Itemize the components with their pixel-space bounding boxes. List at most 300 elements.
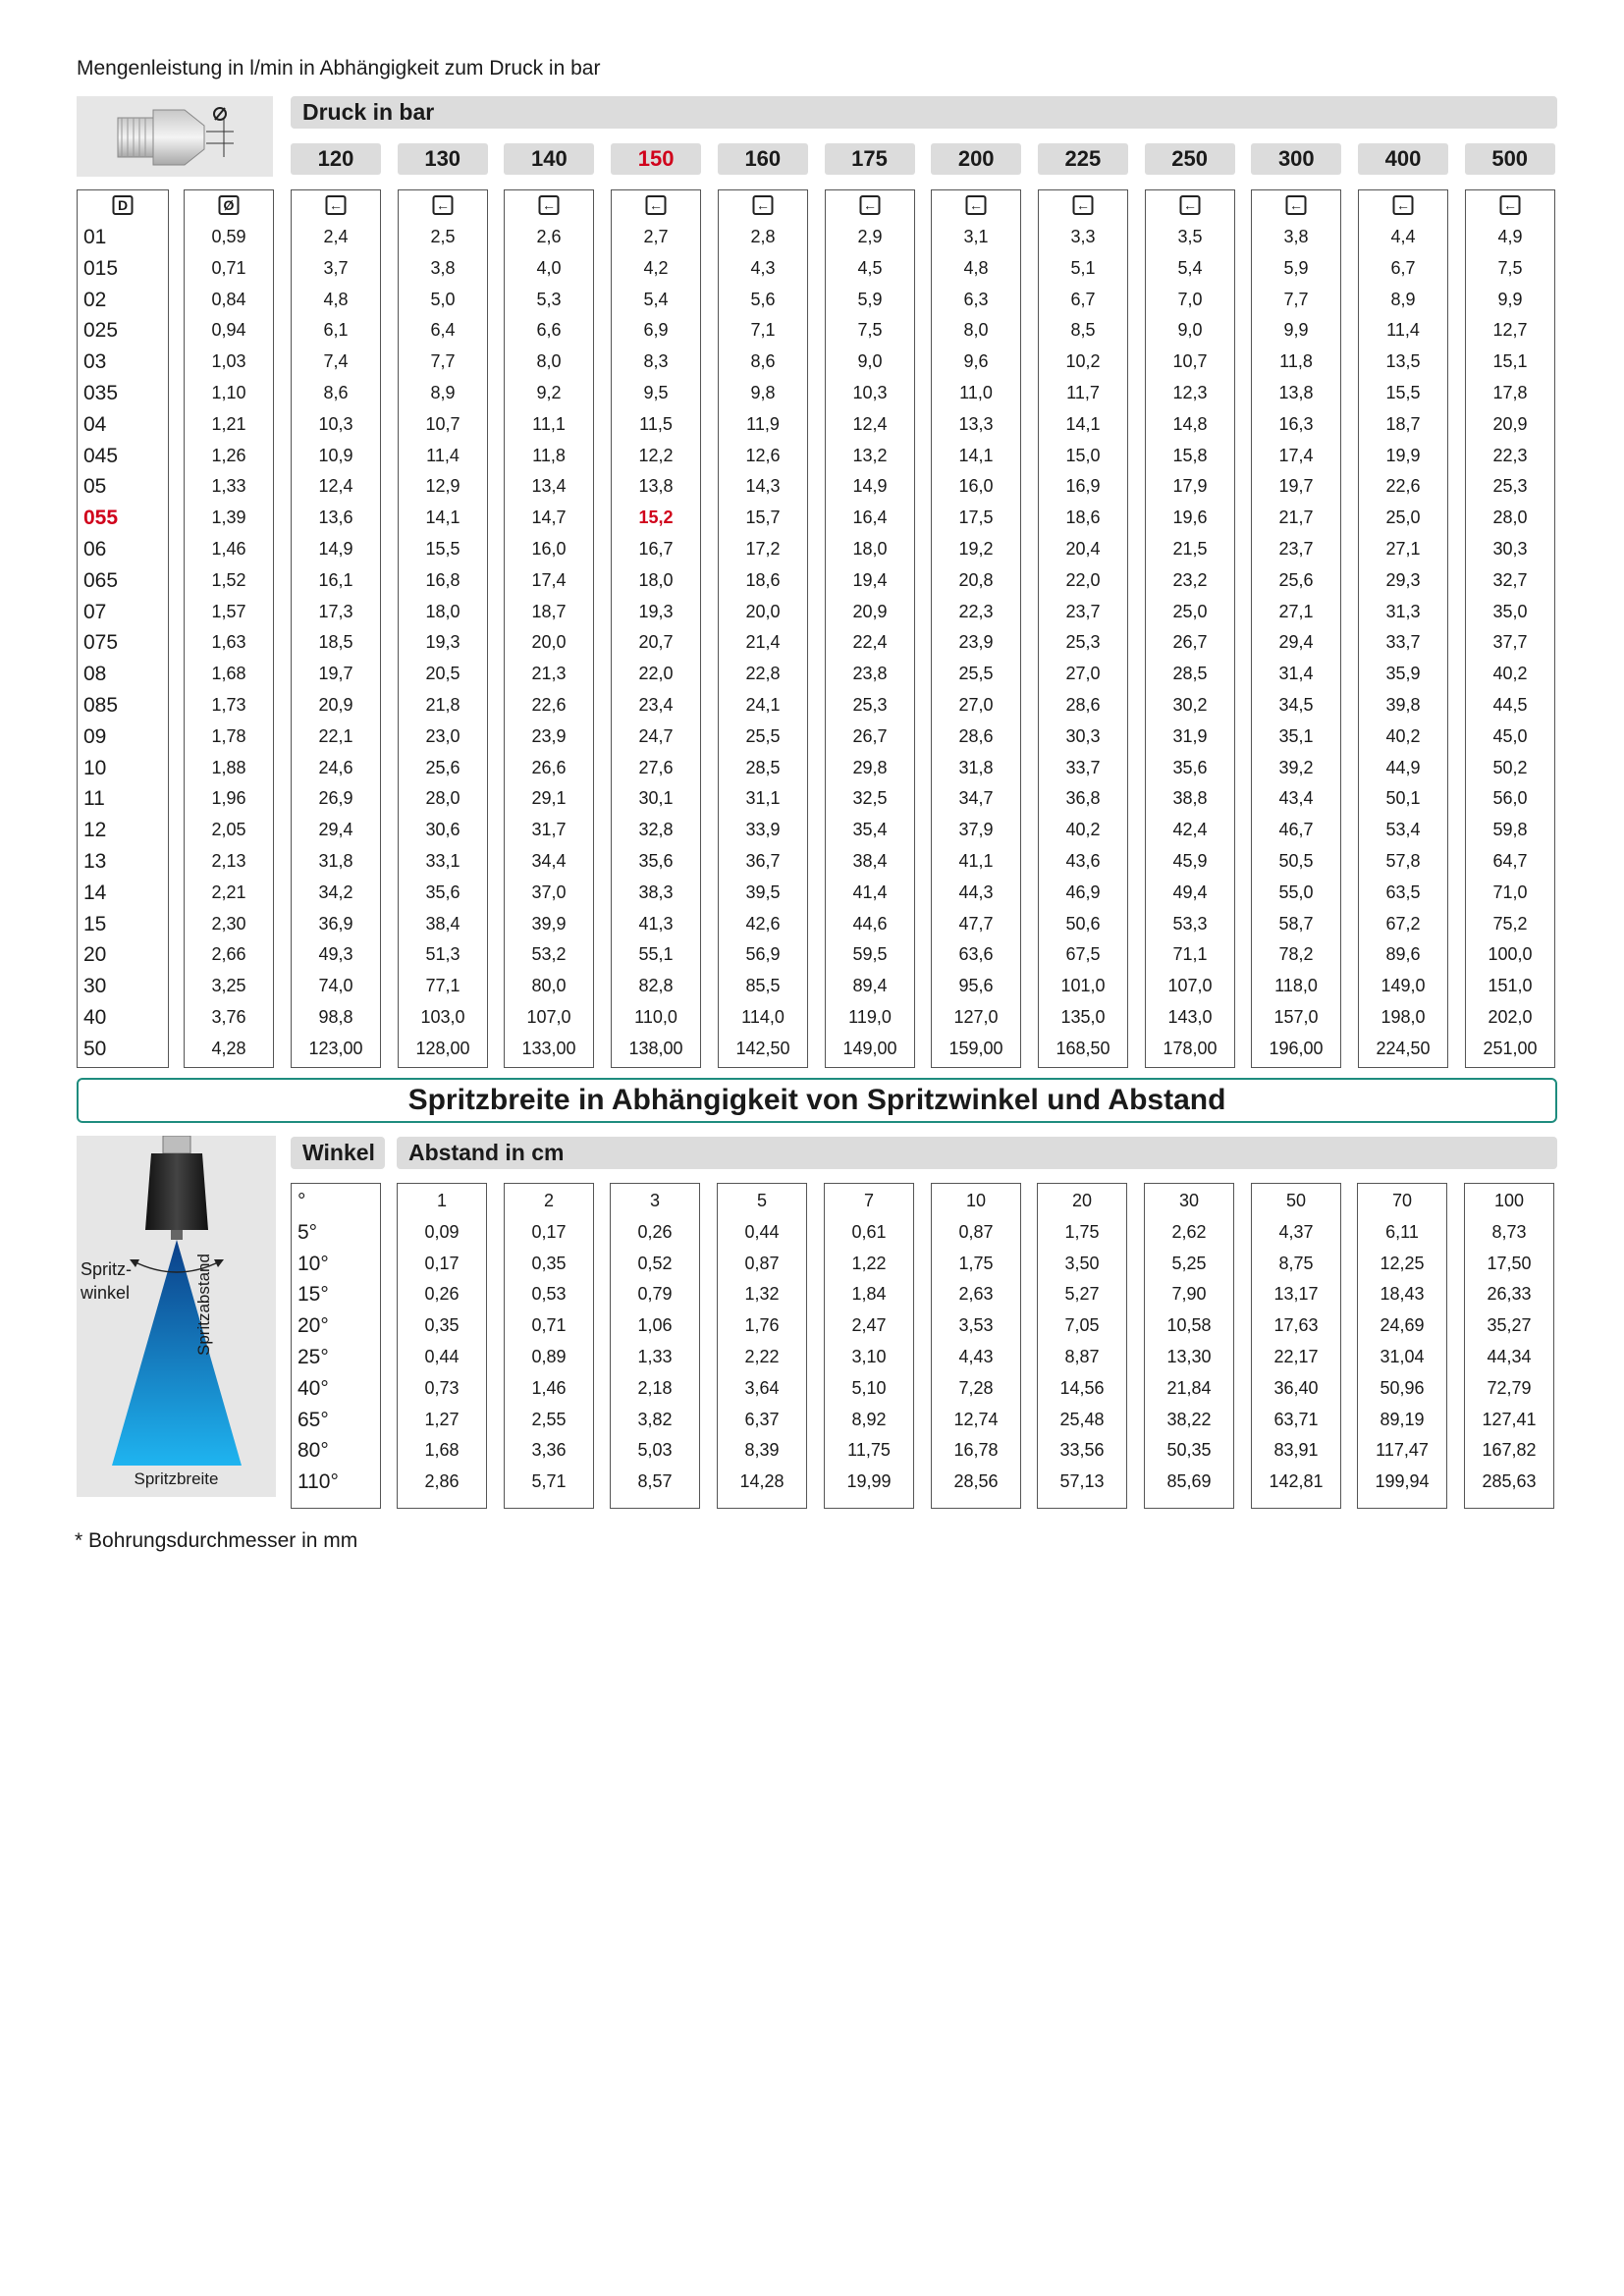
flow-cell: 57,8 [1385, 851, 1421, 871]
size-cell: 11 [83, 787, 105, 811]
diameter-cell: 2,21 [211, 881, 246, 902]
flow-cell: 15,5 [1385, 383, 1421, 402]
spray-diagram [77, 1136, 276, 1497]
width-cell: 2,47 [851, 1315, 887, 1336]
flow-cell: 21,3 [531, 664, 567, 684]
diameter-cell: 2,66 [211, 944, 246, 965]
flow-cell: 10,9 [318, 445, 353, 465]
flow-cell: 12,4 [852, 413, 888, 434]
flow-cell: 4,8 [323, 289, 349, 309]
width-cell: 1,68 [424, 1440, 460, 1461]
flow-cell: 22,3 [1492, 445, 1528, 465]
flow-cell: 10,7 [425, 413, 460, 434]
flow-cell: 23,9 [958, 632, 994, 653]
flow-cell: 3,8 [430, 257, 456, 278]
flow-cell: 67,5 [1065, 944, 1101, 965]
flow-cell: 135,0 [1060, 1007, 1106, 1027]
width-cell: 127,41 [1482, 1409, 1537, 1429]
flow-cell: 20,8 [958, 569, 994, 590]
width-cell: 50,35 [1166, 1440, 1212, 1461]
footnote: * Bohrungsdurchmesser in mm [75, 1529, 358, 1552]
flow-cell: 4,4 [1390, 227, 1416, 246]
width-cell: 0,35 [424, 1315, 460, 1336]
flow-cell: 25,3 [1492, 476, 1528, 497]
flow-cell: 18,0 [425, 601, 460, 621]
flow-cell: 18,6 [1065, 507, 1101, 528]
flow-column [1465, 189, 1555, 1068]
width-cell: 10,58 [1166, 1315, 1212, 1336]
flow-cell: 20,9 [318, 695, 353, 715]
flow-cell: 26,6 [531, 757, 567, 777]
flow-cell: 50,6 [1065, 913, 1101, 934]
flow-cell: 41,4 [852, 881, 888, 902]
flow-column [718, 189, 808, 1068]
flow-cell: 19,3 [425, 632, 460, 653]
width-cell: 199,94 [1375, 1471, 1430, 1492]
flow-cell: 59,8 [1492, 820, 1528, 840]
width-cell: 3,64 [744, 1377, 780, 1398]
page-caption: Mengenleistung in l/min in Abhängigkeit zum Druck in bar [77, 57, 601, 80]
flow-cell: 202,0 [1488, 1007, 1533, 1027]
flow-cell: 26,9 [318, 788, 353, 809]
flow-cell: 9,0 [1177, 320, 1203, 341]
flow-cell: 3,3 [1070, 227, 1096, 246]
width-cell: 3,10 [851, 1347, 887, 1366]
flow-cell: 100,0 [1488, 944, 1533, 965]
flow-cell: 38,8 [1172, 788, 1208, 809]
width-cell: 0,87 [744, 1253, 780, 1273]
flow-cell: 2,9 [857, 227, 883, 246]
width-cell: 22,17 [1273, 1347, 1319, 1366]
flow-cell: 157,0 [1273, 1007, 1319, 1027]
width-cell: 36,40 [1273, 1377, 1319, 1398]
flow-symbol-icon: ← [326, 195, 347, 215]
flow-cell: 30,1 [638, 788, 674, 809]
flow-cell: 196,00 [1269, 1038, 1324, 1058]
width-column [717, 1183, 807, 1509]
flow-cell: 13,8 [638, 476, 674, 497]
flow-cell: 22,1 [318, 725, 353, 746]
pressure-header: 400 [1358, 143, 1448, 175]
flow-cell: 8,9 [1390, 289, 1416, 309]
flow-cell: 6,9 [643, 320, 669, 341]
flow-cell: 17,9 [1172, 476, 1208, 497]
flow-cell: 11,1 [532, 413, 566, 434]
flow-cell: 23,7 [1065, 601, 1101, 621]
flow-cell: 12,7 [1492, 320, 1528, 341]
flow-cell: 4,3 [750, 257, 776, 278]
width-cell: 1,27 [424, 1409, 460, 1429]
flow-cell: 27,1 [1385, 539, 1421, 559]
flow-cell: 138,00 [628, 1038, 683, 1058]
flow-symbol-icon: ← [1073, 195, 1094, 215]
flow-cell: 2,6 [536, 227, 562, 246]
flow-cell: 18,7 [531, 601, 567, 621]
flow-cell: 7,7 [430, 351, 456, 372]
flow-cell: 28,6 [1065, 695, 1101, 715]
width-cell: 0,61 [851, 1221, 887, 1242]
flow-cell: 59,5 [852, 944, 888, 965]
flow-cell: 3,5 [1177, 227, 1203, 246]
width-cell: 12,25 [1380, 1253, 1425, 1273]
flow-cell: 19,9 [1385, 445, 1421, 465]
flow-cell: 30,6 [425, 820, 460, 840]
flow-cell: 25,5 [745, 725, 781, 746]
flow-cell: 33,9 [745, 820, 781, 840]
diameter-cell: 3,76 [211, 1007, 246, 1027]
width-cell: 6,11 [1385, 1221, 1419, 1242]
flow-cell: 46,9 [1065, 881, 1101, 902]
flow-cell: 43,6 [1065, 851, 1101, 871]
flow-cell: 35,4 [852, 820, 888, 840]
flow-cell: 18,0 [852, 539, 888, 559]
size-column [77, 189, 169, 1068]
width-cell: 5,25 [1171, 1253, 1207, 1273]
flow-cell: 151,0 [1488, 976, 1533, 996]
pressure-header: 120 [291, 143, 381, 175]
flow-cell: 89,6 [1385, 944, 1421, 965]
flow-cell: 85,5 [745, 976, 781, 996]
flow-cell: 23,4 [638, 695, 674, 715]
flow-cell: 168,50 [1056, 1038, 1110, 1058]
width-cell: 4,37 [1278, 1221, 1314, 1242]
flow-cell: 41,3 [638, 913, 674, 934]
flow-cell: 11,8 [1279, 351, 1313, 372]
width-cell: 1,84 [851, 1284, 887, 1305]
flow-cell: 45,0 [1492, 725, 1528, 746]
diameter-cell: 1,57 [211, 601, 246, 621]
flow-cell: 2,7 [643, 227, 669, 246]
flow-cell: 22,8 [745, 664, 781, 684]
flow-cell: 107,0 [526, 1007, 571, 1027]
flow-cell: 64,7 [1492, 851, 1528, 871]
flow-cell: 13,4 [531, 476, 567, 497]
pressure-header: 140 [504, 143, 594, 175]
flow-cell: 41,1 [958, 851, 994, 871]
size-cell: 015 [83, 256, 119, 280]
flow-cell: 9,2 [536, 383, 562, 402]
flow-cell: 4,9 [1497, 227, 1523, 246]
pressure-header: 150 [611, 143, 701, 175]
flow-cell: 14,8 [1172, 413, 1208, 434]
flow-cell: 19,7 [1278, 476, 1314, 497]
flow-cell: 3,1 [963, 227, 989, 246]
flow-cell: 6,4 [430, 320, 456, 341]
width-cell: 14,28 [739, 1471, 785, 1492]
flow-cell: 34,2 [318, 881, 353, 902]
distance-header: 10 [965, 1191, 987, 1210]
flow-cell: 40,2 [1385, 725, 1421, 746]
width-cell: 17,63 [1273, 1315, 1319, 1336]
width-cell: 50,96 [1380, 1377, 1425, 1398]
size-cell: 03 [83, 350, 107, 374]
flow-cell: 77,1 [425, 976, 460, 996]
width-column [931, 1183, 1021, 1509]
width-cell: 19,99 [846, 1471, 892, 1492]
flow-cell: 5,4 [643, 289, 669, 309]
width-cell: 8,92 [851, 1409, 887, 1429]
width-cell: 0,71 [531, 1315, 567, 1336]
diameter-cell: 1,46 [211, 539, 246, 559]
distance-header: 100 [1493, 1191, 1525, 1210]
diameter-cell: 1,39 [211, 507, 246, 528]
flow-cell: 14,9 [852, 476, 888, 497]
width-column [824, 1183, 914, 1509]
flow-cell: 143,0 [1167, 1007, 1213, 1027]
flow-cell: 4,8 [963, 257, 989, 278]
width-column [1144, 1183, 1234, 1509]
diameter-cell: 1,33 [211, 476, 246, 497]
size-cell: 50 [83, 1037, 107, 1060]
width-column [1357, 1183, 1447, 1509]
width-cell: 1,32 [744, 1284, 780, 1305]
flow-cell: 127,0 [953, 1007, 999, 1027]
width-cell: 13,30 [1166, 1347, 1212, 1366]
flow-cell: 8,6 [323, 383, 349, 402]
width-cell: 2,22 [744, 1347, 780, 1366]
flow-column [825, 189, 915, 1068]
width-cell: 2,86 [424, 1471, 460, 1492]
size-cell: 045 [83, 444, 119, 467]
flow-cell: 13,2 [852, 445, 888, 465]
flow-cell: 16,0 [531, 539, 567, 559]
distance-label: Abstand in cm [408, 1140, 565, 1165]
angle-label: Winkel [302, 1140, 375, 1165]
flow-cell: 13,8 [1278, 383, 1314, 402]
flow-cell: 43,4 [1278, 788, 1314, 809]
size-cell: 075 [83, 631, 119, 655]
width-cell: 0,35 [531, 1253, 567, 1273]
diameter-cell: 1,10 [211, 383, 246, 402]
flow-symbol-icon: ← [1286, 195, 1307, 215]
flow-column [1038, 189, 1128, 1068]
size-cell: 06 [83, 538, 107, 561]
flow-cell: 13,3 [958, 413, 994, 434]
width-cell: 18,43 [1380, 1284, 1425, 1305]
spray-distance-label: Spritzabstand [194, 1254, 213, 1356]
flow-cell: 29,8 [852, 757, 888, 777]
flow-cell: 56,0 [1492, 788, 1528, 809]
diameter-cell: 2,05 [211, 820, 246, 840]
width-cell: 0,79 [637, 1284, 673, 1305]
flow-cell: 17,2 [745, 539, 781, 559]
size-symbol-icon: D [113, 195, 134, 215]
flow-cell: 19,3 [638, 601, 674, 621]
flow-symbol-icon: ← [646, 195, 667, 215]
flow-cell: 35,6 [1172, 757, 1208, 777]
width-cell: 117,47 [1376, 1440, 1429, 1461]
diameter-cell: 0,71 [211, 257, 246, 278]
width-cell: 31,04 [1380, 1347, 1425, 1366]
angle-cell: 80° [298, 1439, 329, 1463]
flow-cell: 20,0 [745, 601, 781, 621]
width-cell: 5,71 [531, 1471, 567, 1492]
flow-symbol-icon: ← [966, 195, 987, 215]
flow-cell: 13,6 [318, 507, 353, 528]
size-cell: 09 [83, 724, 107, 748]
flow-cell: 12,2 [638, 445, 674, 465]
flow-symbol-icon: ← [539, 195, 560, 215]
flow-cell: 31,7 [531, 820, 567, 840]
distance-header: 5 [756, 1191, 767, 1210]
width-cell: 8,87 [1064, 1347, 1100, 1366]
flow-cell: 9,0 [857, 351, 883, 372]
flow-cell: 4,0 [536, 257, 562, 278]
size-cell: 30 [83, 975, 107, 998]
width-column [610, 1183, 700, 1509]
width-cell: 1,22 [851, 1253, 887, 1273]
flow-cell: 24,7 [638, 725, 674, 746]
flow-cell: 25,0 [1172, 601, 1208, 621]
flow-cell: 25,0 [1385, 507, 1421, 528]
flow-cell: 25,5 [958, 664, 994, 684]
flow-cell: 44,6 [852, 913, 888, 934]
width-cell: 0,89 [531, 1347, 567, 1366]
flow-cell: 50,5 [1278, 851, 1314, 871]
flow-cell: 34,7 [958, 788, 994, 809]
flow-cell: 50,1 [1385, 788, 1421, 809]
flow-column [398, 189, 488, 1068]
flow-cell: 20,5 [425, 664, 460, 684]
flow-cell: 149,0 [1380, 976, 1426, 996]
flow-cell: 16,0 [958, 476, 994, 497]
flow-symbol-icon: ← [1180, 195, 1201, 215]
flow-cell: 39,5 [745, 881, 781, 902]
flow-cell: 8,0 [536, 351, 562, 372]
diameter-cell: 1,03 [211, 351, 246, 372]
flow-cell: 31,8 [318, 851, 353, 871]
flow-cell: 55,1 [638, 944, 674, 965]
flow-cell: 14,1 [425, 507, 460, 528]
pressure-header: 200 [931, 143, 1021, 175]
flow-cell: 22,0 [638, 664, 674, 684]
width-cell: 11,75 [847, 1440, 891, 1461]
width-cell: 17,50 [1487, 1253, 1532, 1273]
pressure-header: 500 [1465, 143, 1555, 175]
flow-cell: 17,4 [1278, 445, 1314, 465]
flow-cell: 133,00 [521, 1038, 576, 1058]
flow-cell: 67,2 [1385, 913, 1421, 934]
distance-header: 70 [1391, 1191, 1413, 1210]
flow-cell: 20,7 [638, 632, 674, 653]
flow-cell: 24,6 [318, 757, 353, 777]
flow-cell: 44,5 [1492, 695, 1528, 715]
flow-cell: 40,2 [1492, 664, 1528, 684]
flow-cell: 11,4 [1386, 320, 1420, 341]
flow-cell: 35,1 [1278, 725, 1314, 746]
flow-column [1358, 189, 1448, 1068]
size-cell: 04 [83, 412, 107, 436]
width-cell: 3,53 [958, 1315, 994, 1336]
flow-cell: 82,8 [638, 976, 674, 996]
diameter-cell: 1,73 [211, 695, 246, 715]
flow-cell: 31,8 [958, 757, 994, 777]
flow-cell: 29,4 [318, 820, 353, 840]
width-cell: 12,74 [953, 1409, 999, 1429]
flow-cell: 12,3 [1172, 383, 1208, 402]
flow-cell: 25,6 [1278, 569, 1314, 590]
width-cell: 0,17 [424, 1253, 460, 1273]
flow-cell: 14,7 [531, 507, 567, 528]
pressure-header: 130 [398, 143, 488, 175]
flow-cell: 10,3 [318, 413, 353, 434]
flow-cell: 251,00 [1483, 1038, 1538, 1058]
flow-cell: 7,5 [857, 320, 883, 341]
width-cell: 57,13 [1059, 1471, 1105, 1492]
flow-cell: 101,0 [1060, 976, 1106, 996]
flow-cell: 12,4 [318, 476, 353, 497]
width-cell: 26,33 [1487, 1284, 1532, 1305]
flow-cell: 119,0 [848, 1007, 892, 1027]
flow-cell: 14,9 [318, 539, 353, 559]
width-column [1251, 1183, 1341, 1509]
flow-cell: 16,1 [318, 569, 353, 590]
flow-cell: 27,0 [958, 695, 994, 715]
flow-cell: 36,8 [1065, 788, 1101, 809]
flow-cell: 5,1 [1070, 257, 1096, 278]
flow-cell: 28,6 [958, 725, 994, 746]
flow-cell: 118,0 [1274, 976, 1318, 996]
flow-cell: 9,8 [750, 383, 776, 402]
flow-cell: 18,0 [638, 569, 674, 590]
pressure-label-bar [291, 96, 1557, 129]
flow-cell: 5,6 [750, 289, 776, 309]
width-cell: 83,91 [1273, 1440, 1319, 1461]
degree-header: ° [298, 1190, 306, 1212]
flow-cell: 44,9 [1385, 757, 1421, 777]
flow-cell: 18,5 [318, 632, 353, 653]
pressure-header: 175 [825, 143, 915, 175]
size-cell: 15 [83, 912, 107, 935]
flow-column [291, 189, 381, 1068]
flow-cell: 4,5 [857, 257, 883, 278]
flow-cell: 114,0 [741, 1007, 785, 1027]
flow-cell: 14,1 [1065, 413, 1101, 434]
flow-cell: 6,3 [963, 289, 989, 309]
width-cell: 3,36 [531, 1440, 567, 1461]
flow-cell: 17,3 [318, 601, 353, 621]
flow-cell: 29,4 [1278, 632, 1314, 653]
flow-cell: 51,3 [425, 944, 460, 965]
flow-cell: 19,7 [318, 664, 353, 684]
flow-cell: 9,5 [643, 383, 669, 402]
flow-cell: 36,7 [745, 851, 781, 871]
diameter-cell: 1,88 [211, 757, 246, 777]
flow-cell: 20,4 [1065, 539, 1101, 559]
size-cell: 12 [83, 819, 107, 842]
flow-cell: 34,4 [531, 851, 567, 871]
flow-cell: 2,8 [750, 227, 776, 246]
flow-cell: 19,6 [1172, 507, 1208, 528]
flow-cell: 8,0 [963, 320, 989, 341]
flow-cell: 22,3 [958, 601, 994, 621]
flow-cell: 53,4 [1385, 820, 1421, 840]
flow-cell: 31,3 [1385, 601, 1421, 621]
width-cell: 21,84 [1166, 1377, 1212, 1398]
flow-cell: 39,9 [531, 913, 567, 934]
diameter-cell: 0,84 [211, 289, 246, 309]
distance-header: 30 [1178, 1191, 1200, 1210]
flow-cell: 21,8 [425, 695, 460, 715]
flow-cell: 14,3 [745, 476, 781, 497]
flow-cell: 5,9 [1283, 257, 1309, 278]
flow-cell: 98,8 [318, 1007, 353, 1027]
flow-column [611, 189, 701, 1068]
width-cell: 0,26 [637, 1221, 673, 1242]
pressure-header: 250 [1145, 143, 1235, 175]
flow-symbol-icon: ← [433, 195, 454, 215]
size-cell: 035 [83, 382, 119, 404]
